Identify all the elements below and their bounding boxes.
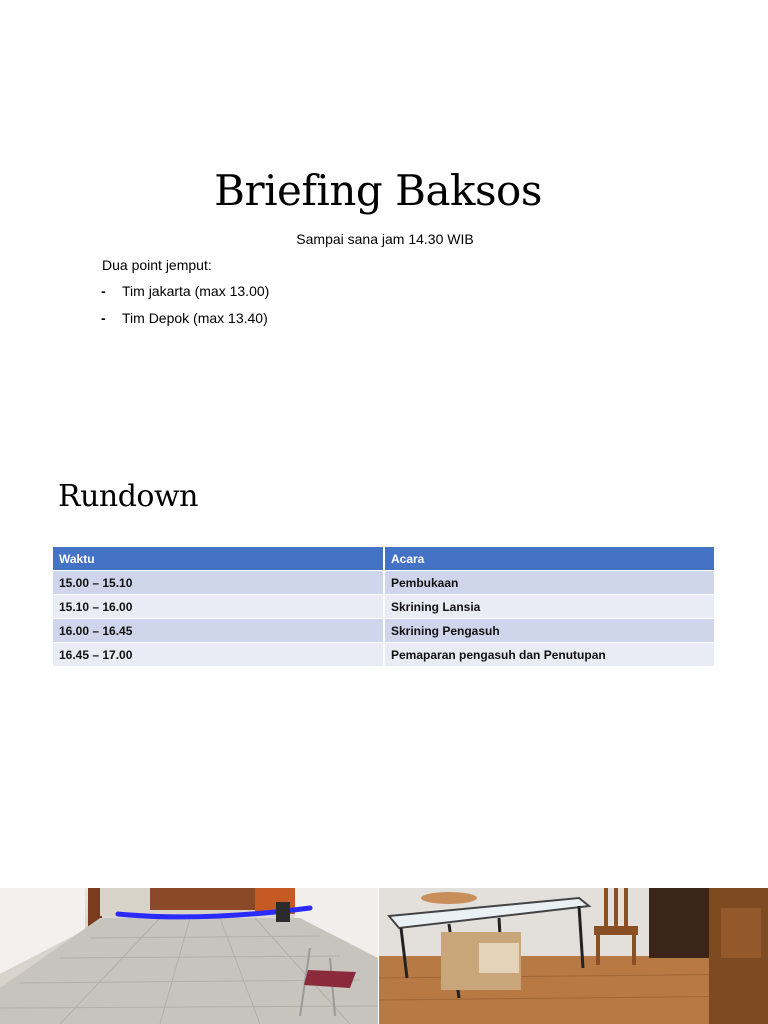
- header-waktu: Waktu: [53, 547, 384, 571]
- rundown-table: [53, 547, 716, 667]
- hall-photo-drawing: [0, 888, 378, 1024]
- arrival-time-text: Sampai sana jam 14.30 WIB: [296, 231, 474, 247]
- bullet-dash: -: [101, 310, 106, 326]
- pickup-item-jakarta: [101, 283, 269, 299]
- cell-time: 16.00 – 16.45: [53, 619, 384, 643]
- pickup-item-label: Tim Depok (max 13.40): [122, 310, 268, 326]
- page-title: Briefing Baksos: [214, 166, 542, 215]
- cell-time: 15.10 – 16.00: [53, 595, 384, 619]
- header-acara: Acara: [384, 547, 715, 571]
- rundown-title: Rundown: [58, 479, 198, 514]
- cell-event: Skrining Pengasuh: [384, 619, 715, 643]
- cell-time: 16.45 – 17.00: [53, 643, 384, 667]
- table-header-row: [53, 547, 715, 571]
- pickup-item-depok: [101, 310, 268, 326]
- table-row: [53, 595, 715, 619]
- table-row: [53, 571, 715, 595]
- table-row: [53, 643, 715, 667]
- table-row: [53, 619, 715, 643]
- pickup-item-label: Tim jakarta (max 13.00): [122, 283, 270, 299]
- cell-event: Skrining Lansia: [384, 595, 715, 619]
- cell-event: Pembukaan: [384, 571, 715, 595]
- cell-time: 15.00 – 15.10: [53, 571, 384, 595]
- hall-photo: [0, 888, 378, 1024]
- pickup-heading: Dua point jemput:: [102, 257, 212, 273]
- cell-event: Pemaparan pengasuh dan Penutupan: [384, 643, 715, 667]
- room-photo-drawing: [379, 888, 768, 1024]
- room-photo: [379, 888, 768, 1024]
- bullet-dash: -: [101, 283, 106, 299]
